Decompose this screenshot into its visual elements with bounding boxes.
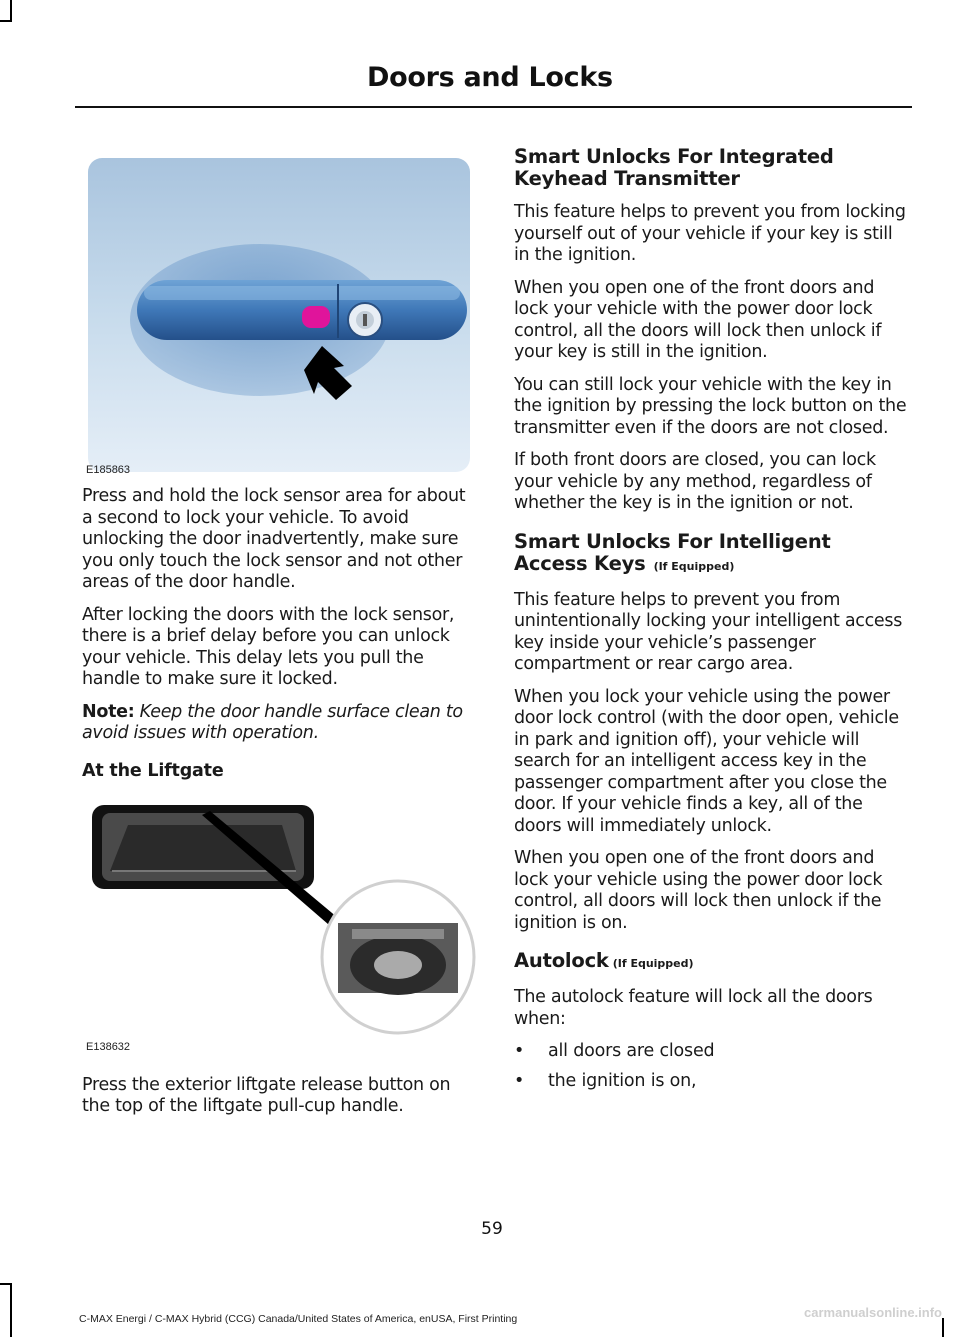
paragraph: When you lock your vehicle using the power door lock control (with the door open, vehicle in park and ignition off), your vehicle will search for an intelligent access key in the passenger compartment after you close the door. If your vehicle finds a key, all of the doors will immediately unlock.: [514, 686, 899, 836]
header-rule: [75, 106, 912, 108]
section-heading: [514, 531, 909, 578]
figure-code: E138632: [86, 1040, 131, 1053]
crop-mark: [10, 1283, 12, 1337]
bullet-list: [514, 1041, 909, 1092]
watermark: carmanualsonline.info: [804, 1305, 942, 1320]
list-item: [514, 1071, 909, 1093]
list-item-text: the ignition is on,: [548, 1070, 697, 1091]
right-column: [514, 146, 909, 1100]
page-title: Doors and Locks: [367, 62, 613, 93]
paragraph: This feature helps to prevent you from locking yourself out of your vehicle if your key is still in the ignition.: [514, 202, 906, 265]
section-heading-text: Smart Unlocks For Intelligent Access Keys: [514, 529, 831, 575]
left-column: [82, 150, 477, 1129]
crop-mark: [10, 0, 12, 22]
paragraph: When you open one of the front doors and lock your vehicle with the power door lock control, all the doors will lock then unlock if your key is still in the ignition.: [514, 277, 882, 362]
paragraph: The autolock feature will lock all the doors when:: [514, 987, 873, 1029]
paragraph: This feature helps to prevent you from unintentionally locking your intelligent access key inside your vehicle’s passenger compartment or rear cargo area.: [514, 589, 903, 674]
door-handle-figure: [82, 150, 470, 476]
crop-mark: [0, 1283, 12, 1285]
section-qualifier: (If Equipped): [612, 957, 694, 970]
footer-text: C-MAX Energi / C-MAX Hybrid (CCG) Canada/United States of America, enUSA, First Printing: [79, 1313, 518, 1325]
note-text: Keep the door handle surface clean to avoid issues with operation.: [82, 701, 463, 743]
list-item-text: all doors are closed: [548, 1041, 715, 1061]
paragraph: When you open one of the front doors and lock your vehicle using the power door lock control, all doors will lock then unlock if the ignition is on.: [514, 848, 883, 933]
note-label: Note:: [82, 701, 135, 722]
lock-sensor-highlight: [302, 306, 330, 328]
liftgate-handle-illustration: [82, 795, 477, 1057]
figure-code: E185863: [86, 464, 131, 476]
section-heading: Smart Unlocks For Integrated Keyhead Transmitter: [514, 145, 834, 190]
paragraph: Press and hold the lock sensor area for about a second to lock your vehicle. To avoid unlocking the door inadvertently, make sure you only touch the lock sensor and not other areas of the door handle.: [82, 486, 466, 592]
section-qualifier: (If Equipped): [653, 559, 735, 573]
liftgate-figure: [82, 795, 477, 1057]
list-item: [514, 1041, 909, 1063]
liftgate-heading: At the Liftgate: [82, 760, 224, 781]
door-handle-illustration: [82, 150, 470, 472]
bullet-icon: •: [514, 1070, 525, 1091]
bullet-icon: •: [514, 1041, 525, 1061]
paragraph: After locking the doors with the lock sensor, there is a brief delay before you can unlock your vehicle. This delay lets you pull the handle to make sure it locked.: [82, 604, 455, 689]
section-heading: [514, 950, 909, 975]
crop-mark: [942, 1318, 944, 1337]
page-number: 59: [481, 1219, 503, 1239]
note: [82, 702, 477, 745]
crop-mark: [0, 20, 12, 22]
paragraph: You can still lock your vehicle with the key in the ignition by pressing the lock button on the transmitter even if the doors are not closed.: [514, 374, 907, 438]
paragraph: Press the exterior liftgate release button on the top of the liftgate pull-cup handle.: [82, 1074, 451, 1116]
paragraph: If both front doors are closed, you can lock your vehicle by any method, regardless of whether the key is in the ignition or not.: [514, 450, 876, 513]
section-heading-text: Autolock: [514, 949, 609, 972]
